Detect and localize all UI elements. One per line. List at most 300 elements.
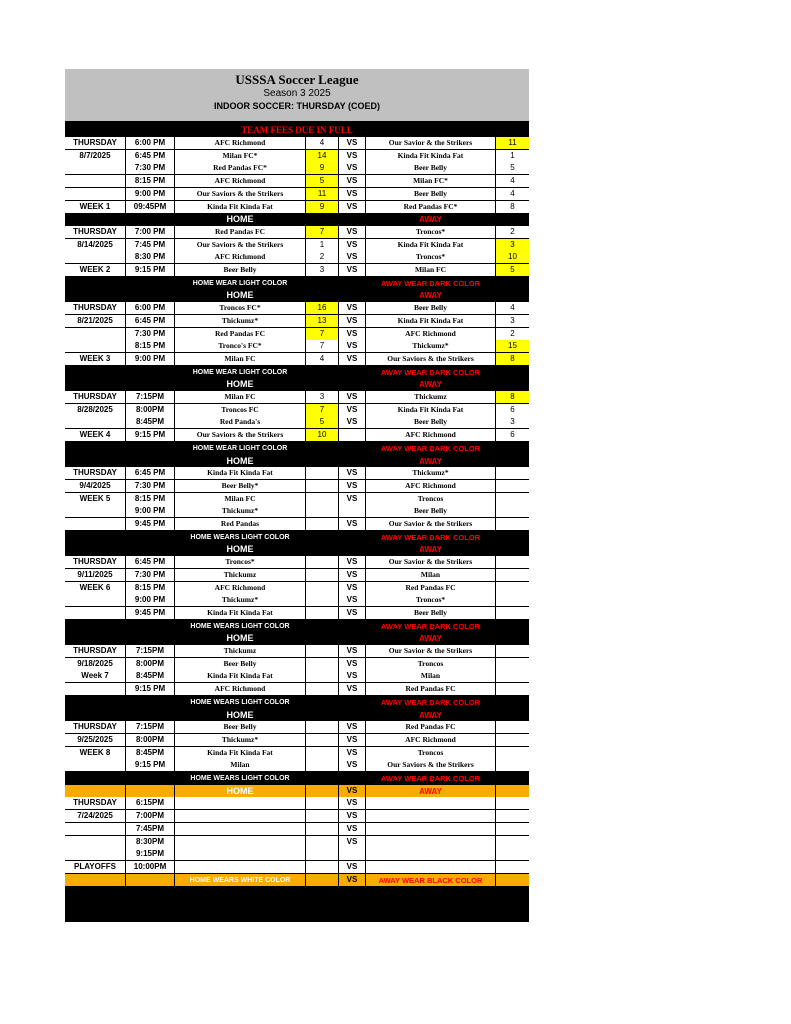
match-row [65,302,529,315]
match-row [65,251,529,264]
match-row [65,518,529,531]
home-score-cell [306,683,338,695]
time-cell: 7:00 PM [126,226,174,238]
home-team-cell: AFC Richmond [175,137,305,149]
away-banner-label: AWAY WEAR BLACK COLOR [378,875,483,885]
vs-cell: VS [339,569,365,581]
day-cell: Week 7 [65,670,125,682]
vs-cell: VS [339,264,365,276]
away-banner-label: AWAY [419,291,442,301]
away-score-cell [496,759,529,771]
match-row [65,556,529,569]
away-score-cell: 3 [496,315,529,327]
time-cell: 6:00 PM [126,302,174,314]
match-row [65,493,529,506]
away-banner-label: AWAY WEAR DARK COLOR [380,367,481,377]
vs-cell: VS [339,836,365,848]
banner-row [65,709,529,722]
away-score-cell: 6 [496,404,529,416]
away-score-cell [496,594,529,606]
home-team-cell: Kinda Fit Kinda Fat [175,607,305,619]
away-banner-label: AWAY WEAR DARK COLOR [380,774,481,783]
vs-cell: VS [339,137,365,149]
time-cell: 9:15 PM [126,683,174,695]
season-label: Season 3 2025 [263,88,331,99]
time-cell: 7:30 PM [126,162,174,174]
away-score-cell: 8 [496,201,529,213]
vs-cell: VS [339,734,365,746]
away-score-cell [496,505,529,517]
gold-cell [65,874,125,886]
away-score-cell [496,645,529,657]
away-score-cell [496,480,529,492]
time-cell: 9:15 PM [126,759,174,771]
time-cell: 7:30 PM [126,328,174,340]
home-score-cell: 7 [306,340,338,352]
away-team-cell: AFC Richmond [366,734,495,746]
vs-cell: VS [339,721,365,733]
league-title: USSSA Soccer League [235,72,359,87]
home-score-cell: 9 [306,162,338,174]
day-cell: 8/7/2025 [65,150,125,162]
home-score-cell [306,493,338,505]
home-team-cell: AFC Richmond [175,683,305,695]
home-team-cell: Beer Belly* [175,480,305,492]
vs-cell: VS [339,823,365,835]
home-team-cell: Troncos FC [175,404,305,416]
away-score-cell [496,518,529,530]
time-cell: 8:15 PM [126,493,174,505]
day-cell: WEEK 5 [65,493,125,505]
division-label: INDOOR SOCCER: THURSDAY (COED) [213,101,380,111]
vs-cell: VS [339,480,365,492]
away-score-cell: 8 [496,353,529,365]
home-team-cell: Beer Belly [175,658,305,670]
day-cell [65,416,125,428]
sheet-header [65,69,529,121]
vs-cell: VS [339,226,365,238]
home-banner-label: HOME WEARS WHITE COLOR [189,876,291,884]
away-team-cell [366,810,495,822]
home-banner-label: HOME WEAR LIGHT COLOR [192,444,288,452]
banner-row [65,874,529,887]
home-team-cell: Kinda Fit Kinda Fat [175,467,305,479]
away-score-cell: 3 [496,239,529,251]
home-score-cell: 4 [306,137,338,149]
away-team-cell: Troncos [366,747,495,759]
vs-cell: VS [339,658,365,670]
match-row [65,175,529,188]
home-score-cell [306,658,338,670]
time-cell: 8:15 PM [126,175,174,187]
time-cell: 8:45PM [126,670,174,682]
home-score-cell: 7 [306,404,338,416]
away-team-cell: AFC Richmond [366,429,495,441]
away-team-cell [366,848,495,860]
day-cell: WEEK 8 [65,747,125,759]
match-row [65,340,529,353]
day-cell [65,328,125,340]
away-score-cell [496,658,529,670]
banner-row [65,543,529,556]
time-cell: 8:45PM [126,416,174,428]
day-cell: WEEK 1 [65,201,125,213]
away-banner-label: AWAY [419,786,442,796]
vs-cell: VS [339,353,365,365]
match-row [65,391,529,404]
away-team-cell [366,823,495,835]
home-team-cell: Thickumz* [175,505,305,517]
match-row [65,315,529,328]
day-cell [65,594,125,606]
match-row [65,759,529,772]
day-cell: 8/28/2025 [65,404,125,416]
match-row [65,505,529,518]
day-cell: 8/21/2025 [65,315,125,327]
away-team-cell: Milan [366,670,495,682]
match-row [65,328,529,341]
home-banner-label: HOME [226,785,254,796]
home-team-cell: AFC Richmond [175,251,305,263]
day-cell: WEEK 4 [65,429,125,441]
match-row [65,721,529,734]
vs-cell: VS [339,404,365,416]
away-score-cell: 11 [496,137,529,149]
home-team-cell [175,848,305,860]
away-team-cell: Beer Belly [366,302,495,314]
gold-cell [306,874,338,886]
away-team-cell: Kinda Fit Kinda Fat [366,404,495,416]
home-score-cell [306,569,338,581]
away-score-cell [496,569,529,581]
match-row [65,836,529,849]
away-team-cell: Our Savior & the Strikers [366,556,495,568]
time-cell: 7:45PM [126,823,174,835]
match-row [65,404,529,417]
match-row [65,645,529,658]
time-cell: 6:45 PM [126,150,174,162]
home-team-cell: Milan FC [175,391,305,403]
day-cell: PLAYOFFS [65,861,125,873]
vs-cell: VS [339,162,365,174]
day-cell: THURSDAY [65,391,125,403]
time-cell: 7:30 PM [126,569,174,581]
banner-row [65,455,529,468]
away-team-cell: Red Pandas FC [366,721,495,733]
away-team-cell [366,797,495,809]
home-banner-label: HOME [226,455,254,466]
match-row [65,683,529,696]
away-team-cell: Thickumz* [366,467,495,479]
away-team-cell: Kinda Fit Kinda Fat [366,315,495,327]
day-cell: THURSDAY [65,645,125,657]
home-score-cell [306,823,338,835]
away-team-cell: Thickumz* [366,340,495,352]
time-cell: 8:30 PM [126,251,174,263]
match-row [65,569,529,582]
day-cell: 9/4/2025 [65,480,125,492]
time-cell: 9:00 PM [126,594,174,606]
home-team-cell: Red Pandas [175,518,305,530]
time-cell: 8:30PM [126,836,174,848]
vs-cell: VS [339,315,365,327]
away-score-cell [496,810,529,822]
time-cell: 8:00PM [126,404,174,416]
vs-cell: VS [339,582,365,594]
away-score-cell: 1 [496,150,529,162]
away-team-cell: Beer Belly [366,607,495,619]
home-score-cell: 9 [306,201,338,213]
match-row [65,226,529,239]
away-banner-label: AWAY [419,456,442,466]
away-score-cell [496,836,529,848]
match-row [65,823,529,836]
banner-row [65,366,529,379]
banner-row [65,632,529,645]
time-cell: 7:15PM [126,721,174,733]
banner-row [65,289,529,302]
away-score-cell: 2 [496,226,529,238]
time-cell: 9:15PM [126,848,174,860]
home-team-cell: Red Pandas FC [175,226,305,238]
home-team-cell: Milan FC [175,493,305,505]
vs-cell: VS [339,493,365,505]
away-team-cell: Our Saviors & the Strikers [366,353,495,365]
away-team-cell: Thickumz [366,391,495,403]
home-score-cell [306,518,338,530]
time-cell: 7:15PM [126,645,174,657]
banner-row [65,696,529,709]
away-banner-label: AWAY WEAR DARK COLOR [380,278,481,288]
home-score-cell: 11 [306,188,338,200]
away-score-cell [496,797,529,809]
away-team-cell: Milan FC [366,264,495,276]
home-banner-label: HOME [226,379,254,390]
vs-cell: VS [339,302,365,314]
home-score-cell [306,556,338,568]
day-cell: THURSDAY [65,226,125,238]
match-row [65,201,529,214]
vs-cell: VS [339,759,365,771]
day-cell: THURSDAY [65,797,125,809]
match-row [65,480,529,493]
gold-cell [126,785,174,797]
time-cell: 6:15PM [126,797,174,809]
vs-cell: VS [339,188,365,200]
banner-row [65,785,529,798]
day-cell: THURSDAY [65,467,125,479]
time-cell: 6:00 PM [126,137,174,149]
match-row [65,353,529,366]
home-team-cell: Red Pandas FC [175,328,305,340]
away-banner-label: AWAY [419,215,442,225]
time-cell: 9:00 PM [126,188,174,200]
home-team-cell: Red Panda's [175,416,305,428]
home-score-cell: 13 [306,315,338,327]
away-team-cell: Troncos* [366,226,495,238]
day-cell: THURSDAY [65,302,125,314]
day-cell [65,683,125,695]
home-team-cell: Thickumz [175,569,305,581]
home-team-cell: Thickumz* [175,594,305,606]
time-cell: 9:15 PM [126,429,174,441]
match-row [65,658,529,671]
vs-label: VS [339,785,365,797]
home-score-cell: 14 [306,150,338,162]
home-score-cell [306,797,338,809]
banner-row [65,442,529,455]
away-score-cell: 2 [496,328,529,340]
away-team-cell: Red Pandas FC [366,582,495,594]
vs-cell: VS [339,239,365,251]
match-row [65,861,529,874]
match-row [65,416,529,429]
gold-cell [306,785,338,797]
time-cell: 9:15 PM [126,264,174,276]
away-team-cell [366,861,495,873]
day-cell: WEEK 2 [65,264,125,276]
vs-cell: VS [339,391,365,403]
schedule-sheet [65,69,529,922]
day-cell [65,505,125,517]
home-banner-label: HOME WEAR LIGHT COLOR [192,279,288,287]
away-score-cell: 5 [496,264,529,276]
away-team-cell: Beer Belly [366,505,495,517]
home-team-cell: Milan FC* [175,150,305,162]
home-banner-label: HOME [226,633,254,644]
time-cell: 9:00 PM [126,353,174,365]
home-team-cell: Troncos* [175,556,305,568]
vs-cell: VS [339,201,365,213]
home-team-cell [175,810,305,822]
time-cell: 8:45PM [126,747,174,759]
away-score-cell [496,556,529,568]
day-cell: 7/24/2025 [65,810,125,822]
vs-cell: VS [339,518,365,530]
time-cell: 7:45 PM [126,239,174,251]
day-cell [65,823,125,835]
match-row [65,607,529,620]
home-banner-label: HOME WEAR LIGHT COLOR [192,368,288,376]
away-team-cell: Troncos* [366,251,495,263]
match-row [65,797,529,810]
home-score-cell: 5 [306,175,338,187]
banner-row [65,620,529,633]
time-cell: 6:45 PM [126,467,174,479]
away-team-cell: Red Pandas FC [366,683,495,695]
match-row [65,429,529,442]
vs-cell [339,505,365,517]
time-cell: 9:45 PM [126,518,174,530]
away-team-cell: Beer Belly [366,162,495,174]
home-team-cell: Troncos FC* [175,302,305,314]
home-banner-label: HOME WEARS LIGHT COLOR [190,622,290,630]
vs-cell: VS [339,810,365,822]
away-banner-label: AWAY [419,634,442,644]
vs-cell: VS [339,645,365,657]
home-score-cell: 7 [306,226,338,238]
away-banner-label: AWAY WEAR DARK COLOR [380,532,481,542]
day-cell [65,518,125,530]
vs-cell: VS [339,556,365,568]
away-score-cell: 3 [496,416,529,428]
away-team-cell: Beer Belly [366,188,495,200]
banner-row [65,378,529,391]
banner-row [65,531,529,544]
home-team-cell: Thickumz* [175,734,305,746]
match-row [65,137,529,150]
time-cell: 9:00 PM [126,505,174,517]
home-team-cell: Milan [175,759,305,771]
vs-cell [339,429,365,441]
away-team-cell: Red Pandas FC* [366,201,495,213]
home-score-cell [306,759,338,771]
away-team-cell [366,836,495,848]
away-score-cell [496,747,529,759]
home-team-cell: Kinda Fit Kinda Fat [175,201,305,213]
home-banner-label: HOME [226,709,254,720]
away-team-cell: Our Saviors & the Strikers [366,759,495,771]
home-team-cell: Beer Belly [175,721,305,733]
away-score-cell: 6 [496,429,529,441]
day-cell: 9/25/2025 [65,734,125,746]
day-cell: WEEK 6 [65,582,125,594]
away-score-cell [496,467,529,479]
vs-cell: VS [339,251,365,263]
away-team-cell: Troncos* [366,594,495,606]
home-team-cell [175,797,305,809]
away-team-cell: Kinda Fit Kinda Fat [366,150,495,162]
vs-cell: VS [339,797,365,809]
home-banner-label: HOME WEARS LIGHT COLOR [190,698,290,706]
home-team-cell: Red Pandas FC* [175,162,305,174]
home-banner-label: HOME [226,290,254,301]
home-score-cell [306,645,338,657]
day-cell: WEEK 3 [65,353,125,365]
home-score-cell [306,810,338,822]
day-cell: 8/14/2025 [65,239,125,251]
match-row [65,848,529,861]
vs-cell: VS [339,861,365,873]
time-cell: 7:15PM [126,391,174,403]
gold-cell [496,785,529,797]
home-team-cell: AFC Richmond [175,582,305,594]
home-score-cell [306,582,338,594]
time-cell: 8:15 PM [126,582,174,594]
home-score-cell: 4 [306,353,338,365]
away-banner-label: AWAY [419,380,442,390]
gold-cell [496,874,529,886]
match-row [65,150,529,163]
home-score-cell [306,670,338,682]
away-score-cell [496,683,529,695]
home-score-cell [306,836,338,848]
home-score-cell: 1 [306,239,338,251]
home-score-cell: 5 [306,416,338,428]
home-team-cell: Kinda Fit Kinda Fat [175,670,305,682]
home-team-cell: Our Saviors & the Strikers [175,239,305,251]
home-team-cell: Milan FC [175,353,305,365]
vs-cell: VS [339,607,365,619]
match-row [65,582,529,595]
time-cell: 09:45PM [126,201,174,213]
away-team-cell: Milan FC* [366,175,495,187]
away-team-cell: AFC Richmond [366,328,495,340]
home-banner-label: HOME WEARS LIGHT COLOR [190,775,290,782]
home-score-cell [306,480,338,492]
home-team-cell [175,823,305,835]
away-team-cell: Milan [366,569,495,581]
